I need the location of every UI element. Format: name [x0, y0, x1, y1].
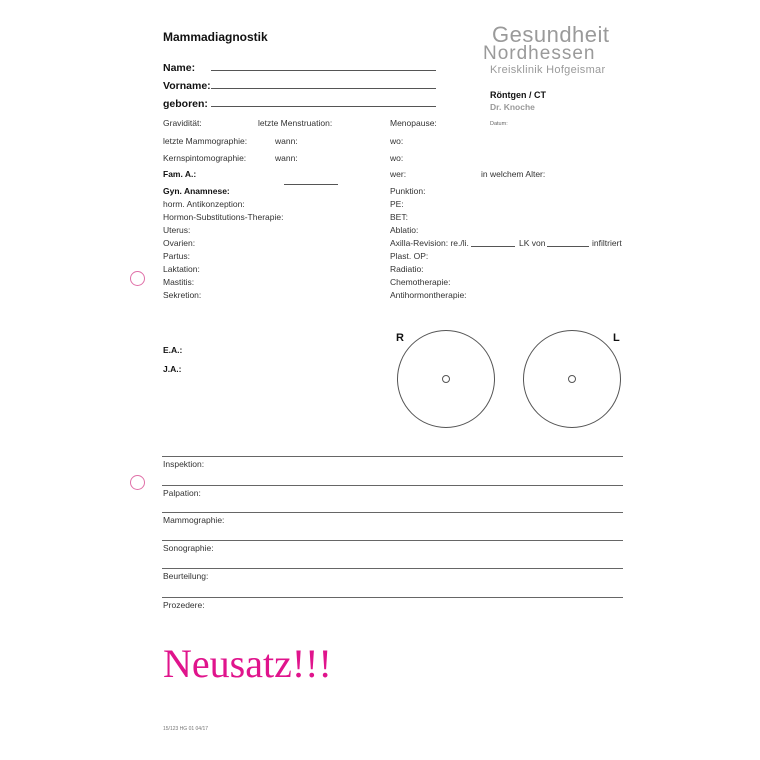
wer-label: wer: — [390, 169, 407, 179]
gyn-item: Partus: — [163, 251, 190, 261]
punch-hole-bottom — [130, 475, 145, 490]
bet-label: BET: — [390, 212, 408, 222]
axilla-label: Axilla-Revision: re./li. — [390, 238, 469, 248]
wann-label-2: wann: — [275, 153, 298, 163]
section-divider — [162, 456, 623, 457]
prozedere-label: Prozedere: — [163, 600, 205, 610]
geboren-label: geboren: — [163, 98, 208, 110]
section-divider — [162, 597, 623, 598]
palpation-label: Palpation: — [163, 488, 201, 498]
footer-code: 15/123 HG 01 04/17 — [163, 726, 209, 732]
punch-hole-top — [130, 271, 145, 286]
lk-field[interactable] — [547, 246, 589, 247]
wo-label-1: wo: — [390, 136, 404, 146]
ea-label: E.A.: — [163, 345, 183, 355]
inspektion-label: Inspektion: — [163, 459, 205, 469]
infiltriert-label: infiltriert — [592, 238, 622, 248]
chemo-label: Chemotherapie: — [390, 277, 451, 287]
lk-label: LK von — [519, 238, 546, 248]
gyn-item: Ovarien: — [163, 238, 196, 248]
right-nipple-mark — [442, 375, 450, 383]
name-label: Name: — [163, 62, 196, 74]
dept-title: Röntgen / CT — [490, 90, 546, 100]
ablatio-label: Ablatio: — [390, 225, 419, 235]
punktion-label: Punktion: — [390, 186, 426, 196]
logo-line3: Kreisklinik Hofgeismar — [490, 64, 606, 76]
wo-label-2: wo: — [390, 153, 404, 163]
section-divider — [162, 540, 623, 541]
gyn-item: Mastitis: — [163, 277, 195, 287]
left-nipple-mark — [568, 375, 576, 383]
logo-line1: Gesundheit — [492, 22, 610, 47]
fam-label: Fam. A.: — [163, 169, 197, 179]
section-divider — [162, 568, 623, 569]
sonographie-label: Sonographie: — [163, 543, 214, 553]
gyn-item: Sekretion: — [163, 290, 202, 300]
gyn-item: Hormon-Substitutions-Therapie: — [163, 212, 284, 222]
beurteilung-label: Beurteilung: — [163, 571, 209, 581]
right-breast-label: R — [396, 332, 404, 344]
vorname-field[interactable] — [211, 88, 436, 89]
radiatio-label: Radiatio: — [390, 264, 424, 274]
fam-field[interactable] — [284, 184, 338, 185]
name-field[interactable] — [211, 70, 436, 71]
wann-label-1: wann: — [275, 136, 298, 146]
pe-label: PE: — [390, 199, 404, 209]
mammographie-section-label: Mammographie: — [163, 515, 225, 525]
logo-line2: Nordhessen — [483, 43, 596, 64]
plast-label: Plast. OP: — [390, 251, 429, 261]
vorname-label: Vorname: — [163, 80, 211, 92]
kernspin-label: Kernspintomographie: — [163, 153, 247, 163]
axilla-field[interactable] — [471, 246, 515, 247]
neusatz-stamp: Neusatz!!! — [163, 641, 332, 686]
graviditaet-label: Gravidität: — [163, 118, 202, 128]
gyn-item: Laktation: — [163, 264, 200, 274]
section-divider — [162, 485, 623, 486]
dept-doctor: Dr. Knoche — [490, 102, 535, 112]
datum-label: Datum: — [490, 121, 508, 127]
ja-label: J.A.: — [163, 364, 182, 374]
gyn-item: Uterus: — [163, 225, 191, 235]
left-breast-label: L — [613, 332, 620, 344]
antihormon-label: Antihormontherapie: — [390, 290, 467, 300]
gyn-anamnese-title: Gyn. Anamnese: — [163, 186, 230, 196]
menstruation-label: letzte Menstruation: — [258, 118, 333, 128]
mammographie-label: letzte Mammographie: — [163, 136, 248, 146]
alter-label: in welchem Alter: — [481, 169, 546, 179]
gyn-item: horm. Antikonzeption: — [163, 199, 245, 209]
form-title: Mammadiagnostik — [163, 30, 268, 44]
geboren-field[interactable] — [211, 106, 436, 107]
menopause-label: Menopause: — [390, 118, 437, 128]
section-divider — [162, 512, 623, 513]
